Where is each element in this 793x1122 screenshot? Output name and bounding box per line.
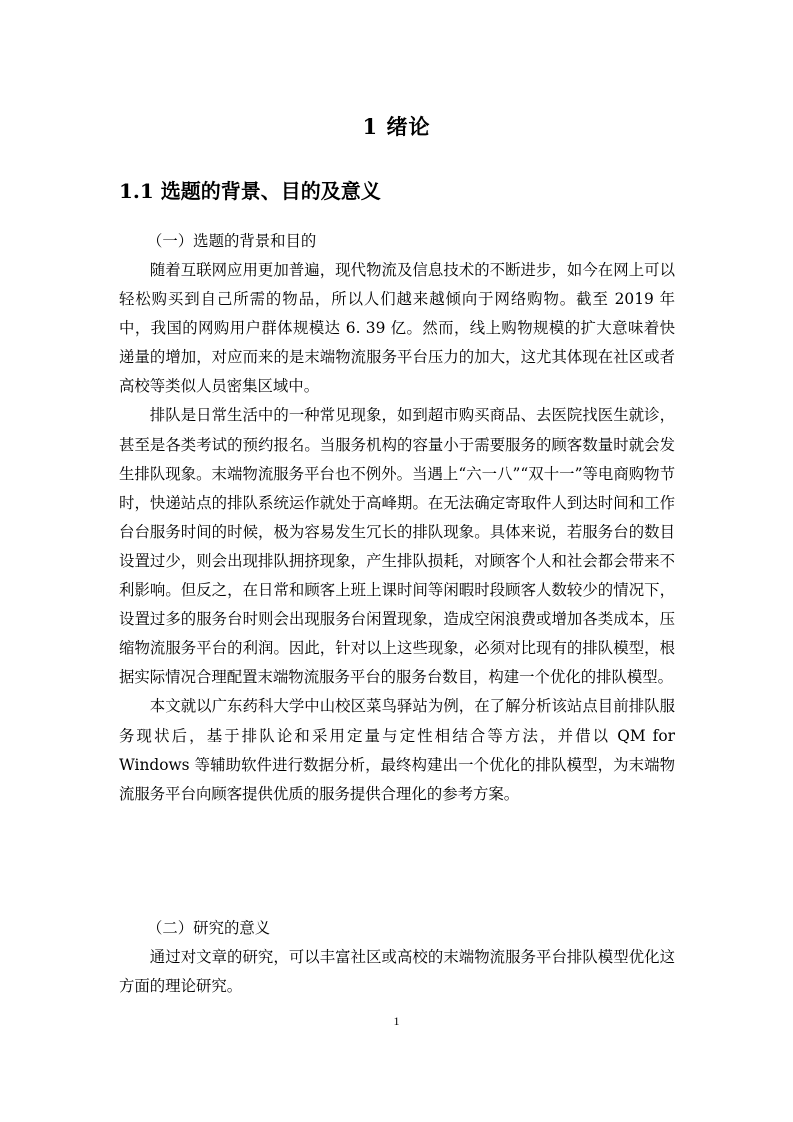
subsection-heading-significance: （二）研究的意义 [147,919,271,937]
paragraph-queueing-phenomenon: 排队是日常生活中的一种常见现象，如到超市购买商品、去医院找医生就诊，甚至是各类考试的预约报名。当服务机构的容量小于需要服务的顾客数量时就会发生排队现象。末端物流服务平台也不例外。当遇上“六一八”“双十一”等电商购物节时，快递站点的排队系统运作就处于高峰期。在无法确定寄取件人到达时间和工作台台服务时间的时候，极为容易发生冗长的排队现象。具体来说，若服务台的数目设置过少，则会出现排队拥挤现象，产生排队损耗，对顾客个人和社会都会带来不利影响。但反之，在日常和顾客上班上课时间等闲暇时段顾客人数较少的情况下，设置过多的服务台时则会出现服务台闲置现象，造成空闲浪费或增加各类成本，压缩物流服务平台的利润。因此，针对以上这些现象，必须对比现有的排队模型，根据实际情况合理配置末端物流服务平台的服务台数目，构建一个优化的排队模型。 [119,406,675,687]
subsection-body-background [119,256,675,809]
subsection-body-significance [119,943,675,1001]
section-title: 1.1 选题的背景、目的及意义 [119,179,381,203]
chapter-title: 1 绪论 [362,114,431,139]
paragraph-study-approach: 本文就以广东药科大学中山校区菜鸟驿站为例，在了解分析该站点目前排队服务现状后，基于排队论和采用定量与定性相结合等方法，并借以 QM for Windows 等辅助软件进行数据分析，最终构建出一个优化的排队模型，为末端物流服务平台向顾客提供优质的服务提供合理化的参考方案。 [119,697,675,803]
paragraph-research-significance: 通过对文章的研究，可以丰富社区或高校的末端物流服务平台排队模型优化这方面的理论研究。 [119,948,675,996]
paragraph-online-shopping: 随着互联网应用更加普遍，现代物流及信息技术的不断进步，如今在网上可以轻松购买到自己所需的物品，所以人们越来越倾向于网络购物。截至 2019 年中，我国的网购用户群体规模达 6. 39 亿。然而，线上购物规模的扩大意味着快递量的增加，对应而来的是末端物流服务平台压力的加大，这尤其体现在社区或者高校等类似人员密集区域中。 [119,261,675,396]
subsection-heading-background: （一）选题的背景和目的 [147,232,317,250]
page-number: 1 [393,1014,400,1028]
